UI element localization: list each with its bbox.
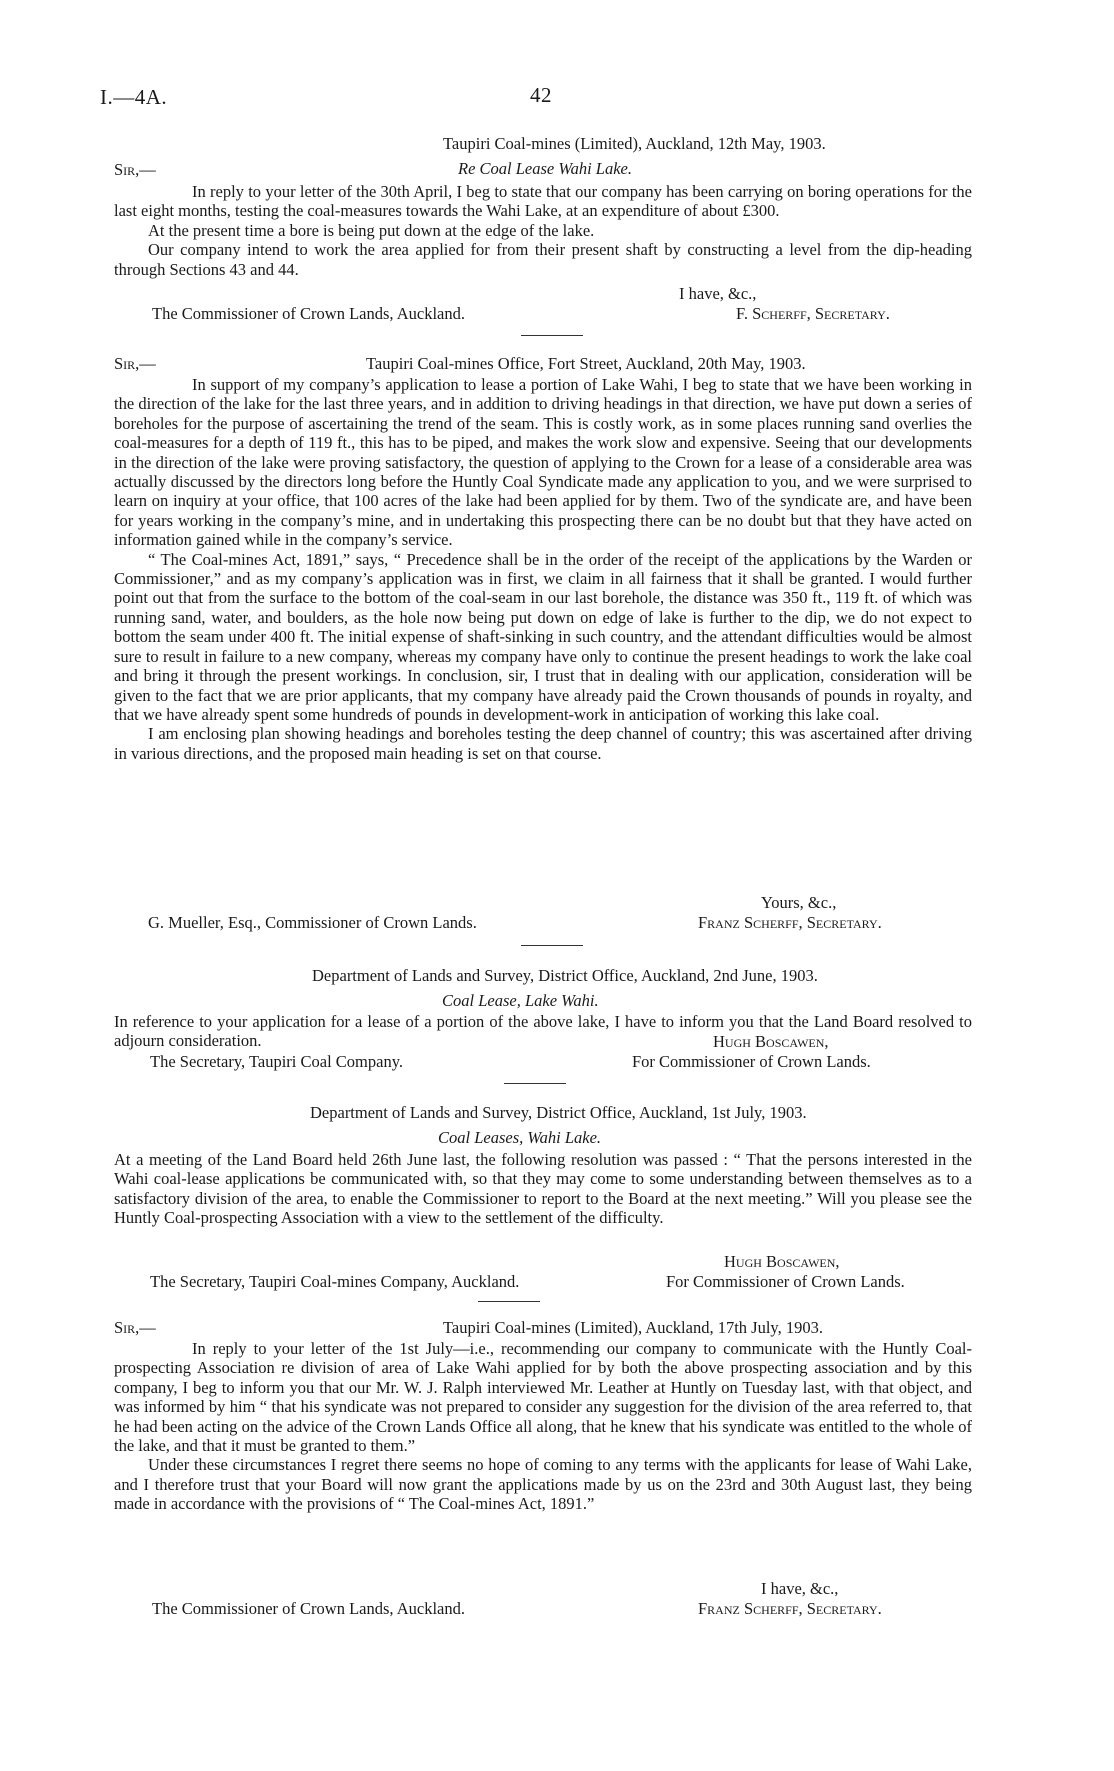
letter2-salutation: Sir,— [114, 354, 156, 373]
letter1-paragraph-2: At the present time a bore is being put down at the edge of the lake. [148, 220, 595, 240]
letter5-salutation: Sir,— [114, 1318, 156, 1337]
letter5-signature: Franz Scherff, Secretary. [698, 1599, 882, 1618]
letter1-salutation: Sir,— [114, 160, 156, 179]
letter3-paragraph: In reference to your application for a lease of a portion of the above lake, I have to inform you that the Land Board resolved to adjourn consideration. [114, 1012, 972, 1051]
letter5-closing: I have, &c., [761, 1579, 839, 1598]
letter2-paragraph-3: I am enclosing plan showing headings and boreholes testing the deep channel of country; this was ascertained after driving in various directions, and the proposed main heading is set on that course. [114, 724, 972, 763]
letter4-paragraph: At a meeting of the Land Board held 26th June last, the following resolution was passed : “ That the persons interested in the Wahi coal-lease applications be communicated with, so that they may come to some understanding between themselves as to a satisfactory division of the area, to enable the Commissioner to report to the Board at the next meeting.” Will you please see the Huntly Coal-prospecting Association with a view to the settlement of the difficulty. [114, 1150, 972, 1228]
letter5-heading: Taupiri Coal-mines (Limited), Auckland, 17th July, 1903. [443, 1318, 823, 1337]
letter3-signature-title: For Commissioner of Crown Lands. [632, 1052, 871, 1071]
letter5-paragraph-2: Under these circumstances I regret there seems no hope of coming to any terms with the applicants for lease of Wahi Lake, and I therefore trust that your Board will now grant the applications made by us on the 23rd and 30th August last, they being made in accordance with the provisions of “ The Coal-mines Act, 1891.” [114, 1455, 972, 1514]
letter3-signature-name: Hugh Boscawen, [713, 1032, 829, 1051]
letter4-heading: Department of Lands and Survey, District Office, Auckland, 1st July, 1903. [310, 1103, 807, 1122]
letter2-paragraph-2: “ The Coal-mines Act, 1891,” says, “ Precedence shall be in the order of the receipt of the applications by the Warden or Commissioner,” and as my company’s application was in first, we claim in all fairness that it shall be granted. I would further point out that from the surface to the bottom of the coal-seam in our last borehole, the distance was 350 ft., 119 ft. of which was running sand, water, and boulders, as the hole now being put down on edge of lake is further to the dip, we do not expect to bottom the seam under 400 ft. The initial expense of shaft-sinking in such country, and the attendant difficulties would be almost sure to result in failure to a new company, whereas my company have only to continue the present headings to work the lake coal and bring it through the present workings. In conclusion, sir, I trust that in dealing with our application, consideration will be given to the fact that we are prior applicants, that my company have already paid the Crown thousands of pounds in royalty, and that we have already spent some hundreds of pounds in development-work in anticipation of working this lake coal. [114, 549, 972, 724]
letter1-closing: I have, &c., [679, 284, 757, 303]
letter5-body [114, 1339, 972, 1514]
letter3-addressee: The Secretary, Taupiri Coal Company. [150, 1052, 403, 1071]
letter1-addressee: The Commissioner of Crown Lands, Auckland. [152, 304, 466, 323]
letter2-closing: Yours, &c., [761, 893, 837, 912]
document-reference: I.—4A. [100, 85, 168, 109]
letter4-signature-title: For Commissioner of Crown Lands. [666, 1272, 905, 1291]
letter3-subject: Coal Lease, Lake Wahi. [442, 991, 599, 1010]
letter1-paragraph-3: Our company intend to work the area applied for from their present shaft by constructing a level from the dip-heading through Sections 43 and 44. [114, 240, 972, 279]
letter4-body [114, 1150, 972, 1228]
letter4-signature-name: Hugh Boscawen, [724, 1252, 840, 1271]
letter2-addressee: G. Mueller, Esq., Commissioner of Crown Lands. [148, 913, 477, 932]
page-number: 42 [530, 83, 552, 107]
letter1-heading: Taupiri Coal-mines (Limited), Auckland, 12th May, 1903. [443, 134, 826, 153]
divider [478, 1301, 540, 1302]
letter3-heading: Department of Lands and Survey, District Office, Auckland, 2nd June, 1903. [312, 966, 818, 985]
letter2-heading: Taupiri Coal-mines Office, Fort Street, Auckland, 20th May, 1903. [366, 354, 806, 373]
letter5-paragraph-1: In reply to your letter of the 1st July—i.e., recommending our company to communicate with the Huntly Coal-prospecting Association re division of area of Lake Wahi applied for by both the above prospecting association and by this company, I beg to inform you that our Mr. W. J. Ralph interviewed Mr. Leather at Huntly on Tuesday last, with that object, and was informed by him “ that his syndicate was not prepared to consider any suggestion for the division of the area referred to, that he had been acting on the advice of the Crown Lands Office all along, that he knew that his syndicate was entitled to the whole of the lake, and that it must be granted to them.” [114, 1339, 972, 1456]
divider [504, 1083, 566, 1084]
letter5-addressee: The Commissioner of Crown Lands, Auckland. [152, 1599, 466, 1618]
letter3-body [114, 1012, 972, 1051]
letter4-subject: Coal Leases, Wahi Lake. [438, 1128, 602, 1147]
letter2-signature: Franz Scherff, Secretary. [698, 913, 882, 932]
letter1-signature: F. Scherff, Secretary. [736, 304, 890, 323]
letter1-subject: Re Coal Lease Wahi Lake. [458, 159, 632, 178]
divider [521, 335, 583, 336]
letter2-paragraph-1: In support of my company’s application to lease a portion of Lake Wahi, I beg to state that we have been working in the direction of the lake for the last three years, and in addition to driving headings in that direction, we have put down a series of boreholes for the purpose of ascertaining the trend of the seam. This is costly work, as in some places running sand overlies the coal-measures for a depth of 119 ft., this has to be piped, and makes the work slow and expensive. Seeing that our developments in the direction of the lake were proving satisfactory, the question of applying to the Crown for a lease of a considerable area was actually discussed by the directors long before the Huntly Coal Syndicate made any application to you, and we were surprised to learn on inquiry at your office, that 100 acres of the lake had been applied for by them. Two of the syndicate are, and have been for years working in the company’s mine, and in undertaking this prospecting there can be no doubt but that they have acted on information gained while in the company’s service. [114, 375, 972, 550]
divider [521, 945, 583, 946]
letter1-body [114, 182, 972, 279]
letter1-paragraph-1: In reply to your letter of the 30th April, I beg to state that our company has been carrying on boring operations for the last eight months, testing the coal-measures towards the Wahi Lake, at an expenditure of about £300. [114, 182, 972, 221]
letter4-addressee: The Secretary, Taupiri Coal-mines Company, Auckland. [150, 1272, 520, 1291]
letter2-body [114, 375, 972, 763]
